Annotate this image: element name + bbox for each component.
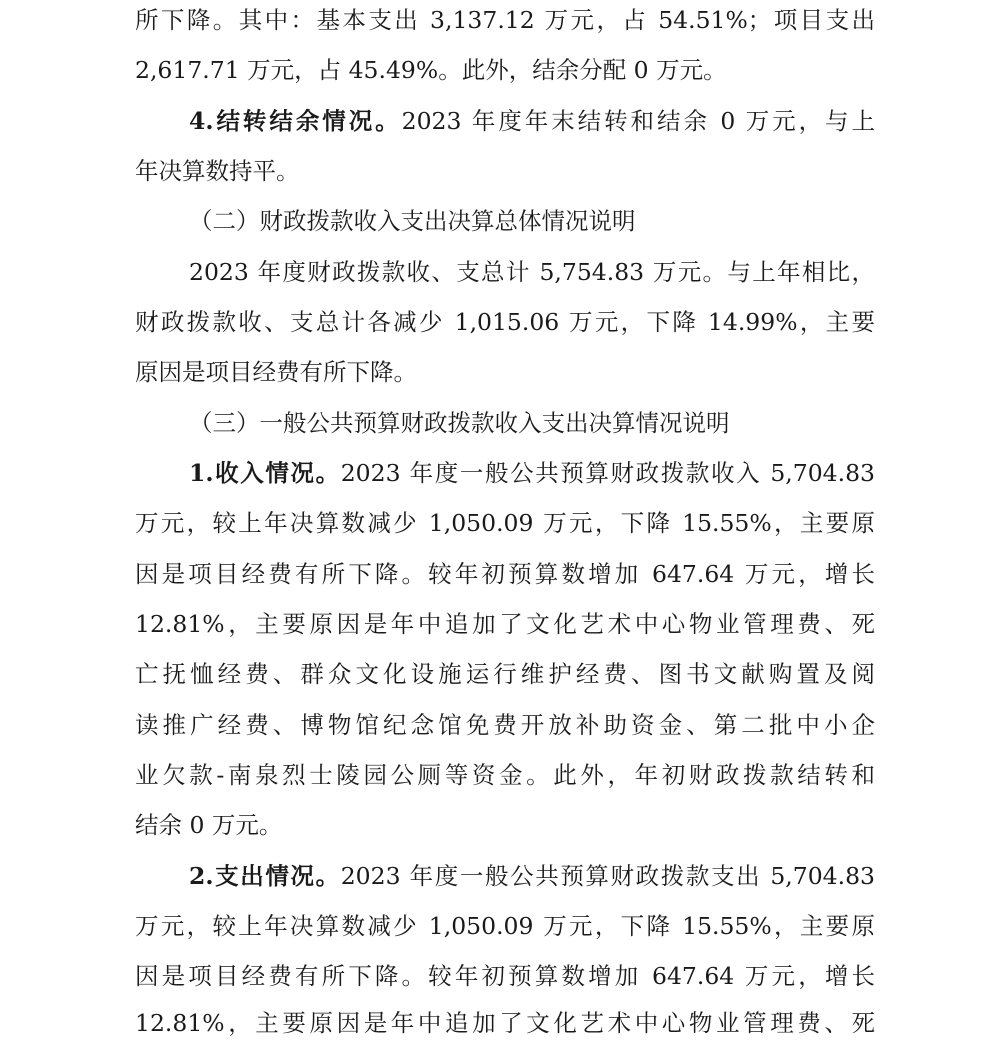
item-heading: 1.收入情况。 (189, 459, 341, 487)
paragraph-line (135, 151, 875, 191)
item-heading: 2.支出情况。 (189, 862, 341, 890)
section-heading (189, 201, 636, 241)
line-text: 万元，较上年决算数减少 1,050.09 万元，下降 15.55%，主要原 (135, 509, 875, 537)
line-text: 万元，较上年决算数减少 1,050.09 万元，下降 15.55%，主要原 (135, 912, 875, 940)
line-text: 因是项目经费有所下降。较年初预算数增加 647.64 万元，增长 (135, 560, 875, 588)
line-text: 12.81%，主要原因是年中追加了文化艺术中心物业管理费、死 (135, 610, 875, 638)
paragraph-line (135, 503, 875, 543)
line-text: （二）财政拨款收入支出决算总体情况说明 (189, 207, 636, 235)
line-text: 所下降。其中：基本支出 3,137.12 万元，占 54.51%；项目支出 (135, 6, 875, 34)
line-text: 2023 年度一般公共预算财政拨款支出 5,704.83 (340, 862, 875, 890)
line-text: 2023 年度一般公共预算财政拨款收入 5,704.83 (340, 459, 875, 487)
paragraph-line (135, 906, 875, 946)
paragraph-line (189, 101, 875, 141)
paragraph-line (189, 856, 875, 896)
paragraph-line (135, 604, 875, 644)
line-text: 业欠款-南泉烈士陵园公厕等资金。此外，年初财政拨款结转和 (135, 761, 875, 789)
line-text: 读推广经费、博物馆纪念馆免费开放补助资金、第二批中小企 (135, 711, 875, 739)
line-text: 2023 年度财政拨款收、支总计 5,754.83 万元。与上年相比， (189, 258, 875, 286)
paragraph-line (135, 755, 875, 795)
line-text: 因是项目经费有所下降。较年初预算数增加 647.64 万元，增长 (135, 962, 875, 990)
paragraph-line (135, 352, 875, 392)
line-text: 2023 年度年末结转和结余 0 万元，与上 (401, 107, 875, 135)
paragraph-line (189, 453, 875, 493)
line-text: （三）一般公共预算财政拨款收入支出决算情况说明 (189, 409, 730, 437)
line-text: 结余 0 万元。 (135, 811, 283, 839)
line-text: 原因是项目经费有所下降。 (135, 358, 417, 386)
paragraph-line (135, 654, 875, 694)
paragraph-line (135, 0, 875, 40)
paragraph-line (135, 554, 875, 594)
item-heading: 4.结转结余情况。 (189, 107, 402, 135)
paragraph-line (135, 956, 875, 996)
paragraph-line (189, 252, 875, 292)
line-text: 12.81%，主要原因是年中追加了文化艺术中心物业管理费、死 (135, 1009, 875, 1037)
paragraph-line (135, 302, 875, 342)
paragraph-line (135, 1003, 875, 1043)
line-text: 亡抚恤经费、群众文化设施运行维护经费、图书文献购置及阅 (135, 660, 875, 688)
line-text: 年决算数持平。 (135, 157, 300, 185)
line-text: 财政拨款收、支总计各减少 1,015.06 万元，下降 14.99%，主要 (135, 308, 875, 336)
section-heading (189, 403, 730, 443)
paragraph-line (135, 50, 875, 90)
line-text: 2,617.71 万元，占 45.49%。此外，结余分配 0 万元。 (135, 56, 727, 84)
paragraph-line (135, 705, 875, 745)
paragraph-line (135, 805, 875, 845)
